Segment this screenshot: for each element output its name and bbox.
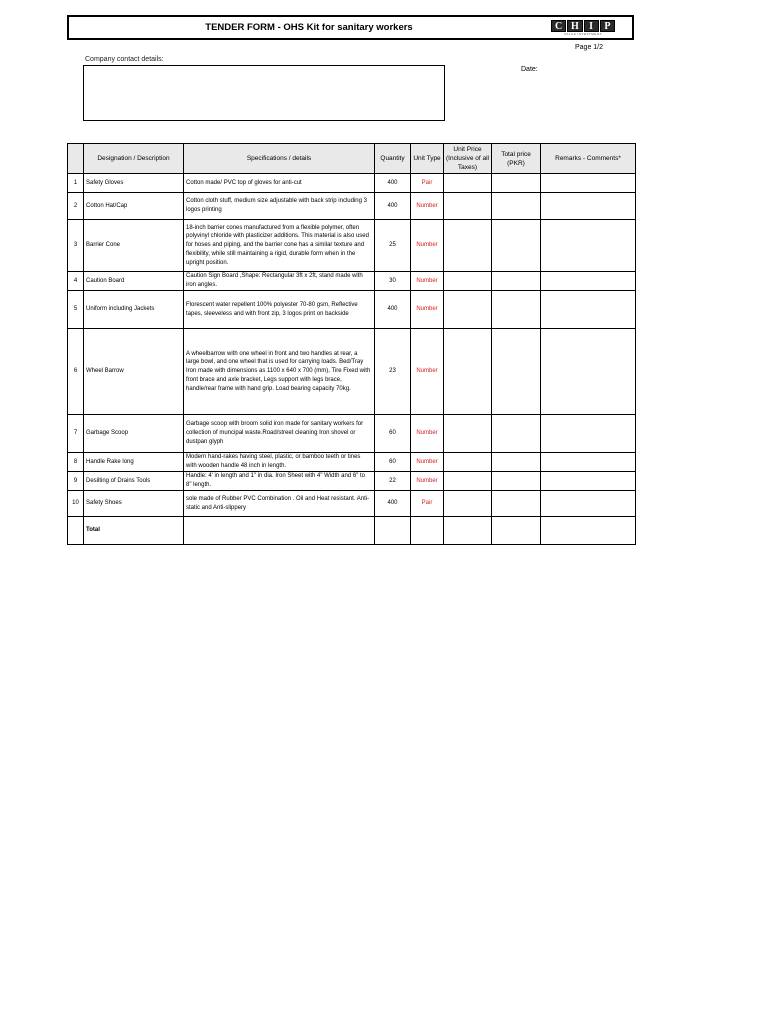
total-empty-cell	[184, 517, 375, 545]
item-description: Uniform including Jackets	[84, 291, 184, 329]
item-description: Barrier Cone	[84, 220, 184, 272]
table-row	[68, 329, 636, 415]
row-number: 10	[68, 491, 84, 517]
total-price-cell[interactable]	[492, 193, 541, 220]
total-row	[68, 517, 636, 545]
item-specification: Handle: 4' in length and 1" in dia. Iron Sheet with 4" Width and 6" to 8" length.	[184, 472, 375, 491]
page-number: Page 1/2	[575, 44, 604, 51]
logo-tagline: VALUE INVESTMENT	[564, 32, 602, 36]
item-unit-type: Number	[411, 220, 444, 272]
chip-logo	[551, 20, 615, 37]
item-unit-type: Number	[411, 453, 444, 472]
remarks-cell[interactable]	[541, 174, 636, 193]
unit-price-cell[interactable]	[444, 291, 492, 329]
item-specification: A wheelbarrow with one wheel in front and two handles at rear, a large bowl, and one wheel that is used for carrying loads. Bed/Tray Iron made with dimensions as 1100 x 640 x 700 (mm), Tire Fixed with front brace and axle bracket, Legs support with legs brace, handle/rear frame with hand grip. Load bearing capacity 70kg.	[184, 329, 375, 415]
item-quantity: 400	[375, 291, 411, 329]
item-unit-type: Number	[411, 329, 444, 415]
item-description: Garbage Scoop	[84, 415, 184, 453]
tender-table	[67, 143, 636, 545]
total-price-cell[interactable]	[492, 272, 541, 291]
item-quantity: 400	[375, 491, 411, 517]
remarks-cell[interactable]	[541, 193, 636, 220]
unit-price-cell[interactable]	[444, 329, 492, 415]
col-header-total-price: Total price (PKR)	[492, 144, 541, 174]
total-value-cell[interactable]	[492, 517, 541, 545]
col-header-remarks: Remarks - Comments*	[541, 144, 636, 174]
row-number: 7	[68, 415, 84, 453]
remarks-cell[interactable]	[541, 291, 636, 329]
item-description: Desilting of Drains Tools	[84, 472, 184, 491]
item-quantity: 60	[375, 415, 411, 453]
item-quantity: 23	[375, 329, 411, 415]
item-quantity: 400	[375, 174, 411, 193]
row-number: 3	[68, 220, 84, 272]
logo-letter: H	[567, 20, 582, 32]
item-unit-type: Number	[411, 272, 444, 291]
col-header-description: Designation / Description	[84, 144, 184, 174]
row-number: 9	[68, 472, 84, 491]
total-price-cell[interactable]	[492, 491, 541, 517]
table-row	[68, 472, 636, 491]
table-row	[68, 193, 636, 220]
total-label: Total	[84, 517, 184, 545]
unit-price-cell[interactable]	[444, 415, 492, 453]
row-number: 5	[68, 291, 84, 329]
item-quantity: 22	[375, 472, 411, 491]
total-value-cell[interactable]	[541, 517, 636, 545]
remarks-cell[interactable]	[541, 453, 636, 472]
form-title: TENDER FORM - OHS Kit for sanitary workers	[205, 22, 413, 33]
unit-price-cell[interactable]	[444, 272, 492, 291]
item-description: Safety Gloves	[84, 174, 184, 193]
item-unit-type: Number	[411, 193, 444, 220]
unit-price-cell[interactable]	[444, 472, 492, 491]
table-header-row	[68, 144, 636, 174]
item-specification: Garbage scoop with broom solid iron made for sanitary workers for collection of muncipal waste.Road/street cleaning Iron shovel or dustpan glyph	[184, 415, 375, 453]
total-empty-cell	[411, 517, 444, 545]
remarks-cell[interactable]	[541, 415, 636, 453]
item-description: Handle Rake long	[84, 453, 184, 472]
table-row	[68, 272, 636, 291]
remarks-cell[interactable]	[541, 491, 636, 517]
total-price-cell[interactable]	[492, 453, 541, 472]
row-number: 4	[68, 272, 84, 291]
total-price-cell[interactable]	[492, 220, 541, 272]
remarks-cell[interactable]	[541, 472, 636, 491]
date-label: Date:	[521, 66, 538, 73]
total-price-cell[interactable]	[492, 291, 541, 329]
item-unit-type: Number	[411, 415, 444, 453]
remarks-cell[interactable]	[541, 220, 636, 272]
item-specification: Florescent water repellent 100% polyester 70-80 gsm, Reflective tapes, sleeveless and with front zip, 3 logos print on backside	[184, 291, 375, 329]
remarks-cell[interactable]	[541, 272, 636, 291]
row-number: 8	[68, 453, 84, 472]
logo-letter: P	[600, 20, 615, 32]
table-row	[68, 453, 636, 472]
item-specification: sole made of Rubber PVC Combination . Oil and Heat resistant. Anti-static and Anti-slippery	[184, 491, 375, 517]
table-row	[68, 491, 636, 517]
company-contact-label: Company contact details:	[85, 56, 164, 63]
total-price-cell[interactable]	[492, 472, 541, 491]
item-description: Wheel Barrow	[84, 329, 184, 415]
table-row	[68, 220, 636, 272]
item-quantity: 30	[375, 272, 411, 291]
item-quantity: 400	[375, 193, 411, 220]
table-row	[68, 291, 636, 329]
company-contact-field[interactable]	[83, 65, 445, 121]
total-empty-cell	[68, 517, 84, 545]
item-specification: Modern hand-rakes having steel, plastic, or bamboo teeth or tines with wooden handle 48 inch in length.	[184, 453, 375, 472]
logo-letter: C	[551, 20, 566, 32]
unit-price-cell[interactable]	[444, 453, 492, 472]
table-row	[68, 174, 636, 193]
row-number: 6	[68, 329, 84, 415]
logo-letter: I	[584, 20, 599, 32]
title-bar	[67, 15, 634, 40]
col-header-unit-price: Unit Price (Inclusive of all Taxes)	[444, 144, 492, 174]
total-value-cell[interactable]	[444, 517, 492, 545]
item-specification: Cotton cloth stuff, medium size adjustable with back strip including 3 logos printing	[184, 193, 375, 220]
col-header-unit-type: Unit Type	[411, 144, 444, 174]
col-header-quantity: Quantity	[375, 144, 411, 174]
item-unit-type: Pair	[411, 491, 444, 517]
item-description: Safety Shoes	[84, 491, 184, 517]
item-specification: Caution Sign Board ,Shape: Rectangular 3ft x 2ft, stand made with iron angles.	[184, 272, 375, 291]
unit-price-cell[interactable]	[444, 174, 492, 193]
total-price-cell[interactable]	[492, 415, 541, 453]
total-empty-cell	[375, 517, 411, 545]
col-header-number	[68, 144, 84, 174]
row-number: 1	[68, 174, 84, 193]
item-specification: Cotton made/ PVC top of gloves for anti-cut	[184, 174, 375, 193]
total-price-cell[interactable]	[492, 174, 541, 193]
unit-price-cell[interactable]	[444, 220, 492, 272]
item-unit-type: Pair	[411, 174, 444, 193]
item-unit-type: Number	[411, 291, 444, 329]
item-unit-type: Number	[411, 472, 444, 491]
table-row	[68, 415, 636, 453]
unit-price-cell[interactable]	[444, 491, 492, 517]
row-number: 2	[68, 193, 84, 220]
remarks-cell[interactable]	[541, 329, 636, 415]
col-header-specifications: Specifications / details	[184, 144, 375, 174]
item-specification: 18-inch barrier cones manufactured from a flexible polymer, often polyvinyl chloride with plasticizer additions. This material is also used for hoses and piping, and the barrier cone has a similar texture and flexibility, while still maintaining a rigid, durable form when in the upright position.	[184, 220, 375, 272]
item-quantity: 25	[375, 220, 411, 272]
item-quantity: 60	[375, 453, 411, 472]
unit-price-cell[interactable]	[444, 193, 492, 220]
item-description: Cotton Hat/Cap	[84, 193, 184, 220]
total-price-cell[interactable]	[492, 329, 541, 415]
item-description: Caution Board	[84, 272, 184, 291]
